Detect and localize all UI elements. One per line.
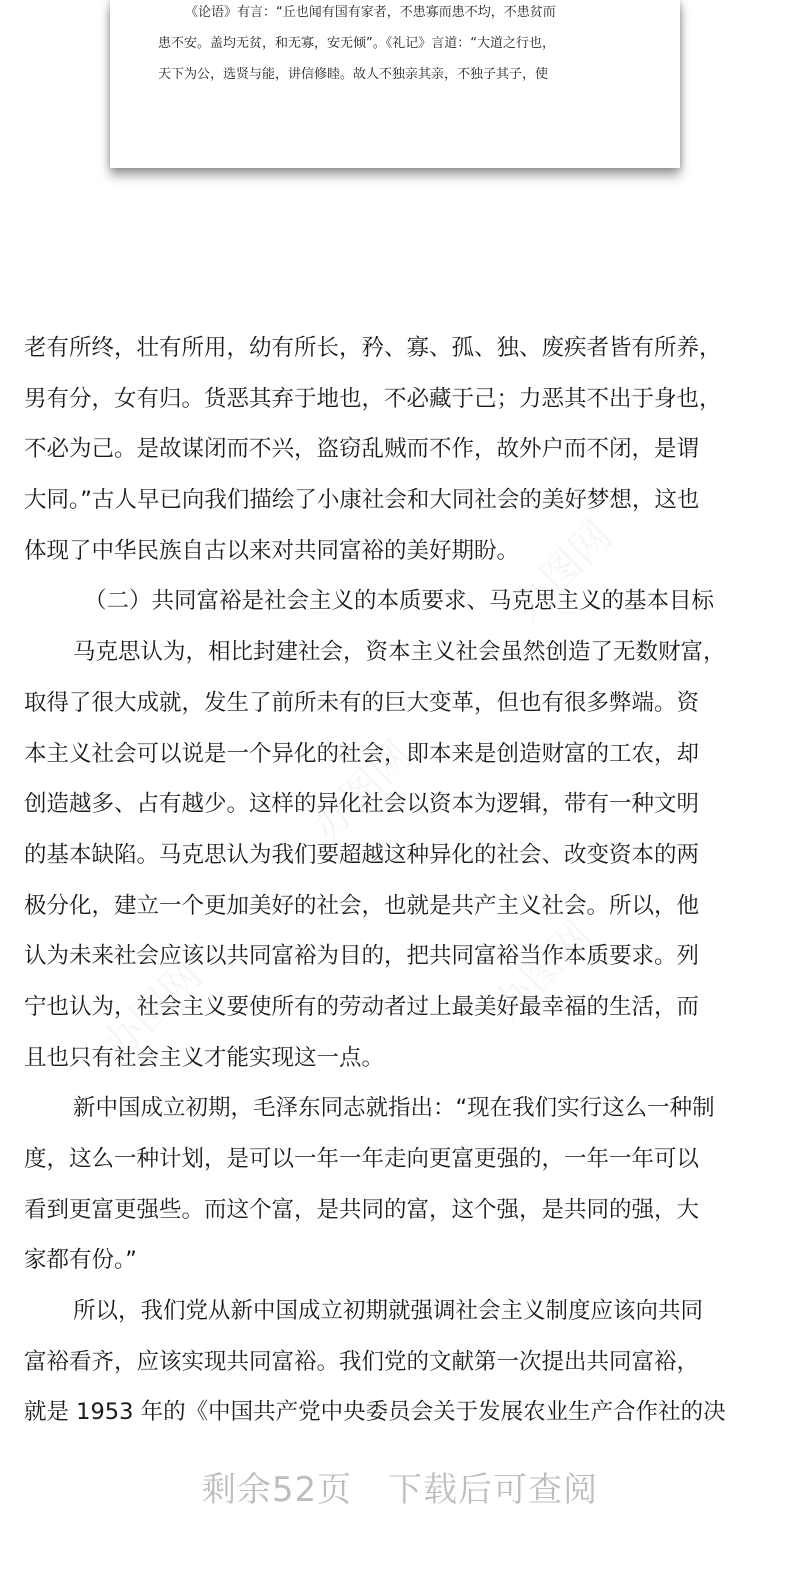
text-line: 度，这么一种计划，是可以一年一年走向更富更强的，一年一年可以: [24, 1146, 700, 1172]
text-line: 本主义社会可以说是一个异化的社会，即本来是创造财富的工农，却: [24, 740, 700, 767]
text-line: 大同。”古人早已向我们描绘了小康社会和大同社会的美好梦想，这也: [24, 487, 700, 514]
text-line: 富裕看齐，应该实现共同富裕。我们党的文献第一次提出共同富裕，: [24, 1348, 700, 1375]
text-line: 取得了很大成就，发生了前所未有的巨大变革，但也有很多弊端。资: [24, 689, 700, 716]
text-line: 的基本缺陷。马克思认为我们要超越这种异化的社会、改变资本的两: [24, 841, 700, 868]
section-heading: （二）共同富裕是社会主义的本质要求、马克思主义的基本目标: [84, 588, 715, 615]
text-line: 不必为己。是故谋闭而不兴，盗窃乱贼而不作，故外户而不闭，是谓: [24, 436, 700, 463]
text-line: 看到更富更强些。而这个富，是共同的富，这个强，是共同的强，大: [24, 1196, 700, 1223]
text-line: 创造越多、占有越少。这样的异化社会以资本为逻辑，带有一种文明: [24, 791, 700, 818]
text-line: 体现了中华民族自古以来对共同富裕的美好期盼。: [24, 537, 520, 564]
preview-page-card: [110, 0, 680, 168]
preview-line: 天下为公，选贤与能，讲信修睦。故人不独亲其亲，不独子其子，使: [158, 67, 549, 82]
preview-line: 《论语》有言：“丘也闻有国有家者，不患寡而患不均，不患贫而: [185, 5, 556, 20]
text-line: 就是 1953 年的《中国共产党中央委员会关于发展农业生产合作社的决: [24, 1399, 726, 1426]
preview-line: 患不安。盖均无贫，和无寡，安无倾”。《礼记》言道：“大道之行也，: [158, 36, 555, 51]
download-to-view-label: 下载后可查阅: [388, 1470, 599, 1510]
text-line: 新中国成立初期，毛泽东同志就指出：“现在我们实行这么一种制: [73, 1095, 715, 1122]
text-line: 宁也认为，社会主义要使所有的劳动者过上最美好最幸福的生活，而: [24, 993, 700, 1020]
article-body: [24, 323, 776, 1438]
text-line: 男有分，女有归。货恶其弃于地也，不必藏于己；力恶其不出于身也，: [24, 385, 722, 412]
text-line: 家都有份。”: [24, 1247, 137, 1274]
text-line: 所以，我们党从新中国成立初期就强调社会主义制度应该向共同: [73, 1298, 704, 1325]
text-line: 极分化，建立一个更加美好的社会，也就是共产主义社会。所以，他: [24, 892, 700, 919]
download-prompt[interactable]: [0, 1466, 800, 1514]
text-line: 认为未来社会应该以共同富裕为目的，把共同富裕当作本质要求。列: [24, 943, 700, 970]
text-line: 且也只有社会主义才能实现这一点。: [24, 1044, 385, 1071]
text-line: 老有所终，壮有所用，幼有所长，矜、寡、孤、独、废疾者皆有所养，: [24, 335, 722, 361]
remaining-pages-label: 剩余52页: [201, 1470, 353, 1510]
text-line: 马克思认为，相比封建社会，资本主义社会虽然创造了无数财富，: [73, 639, 726, 666]
